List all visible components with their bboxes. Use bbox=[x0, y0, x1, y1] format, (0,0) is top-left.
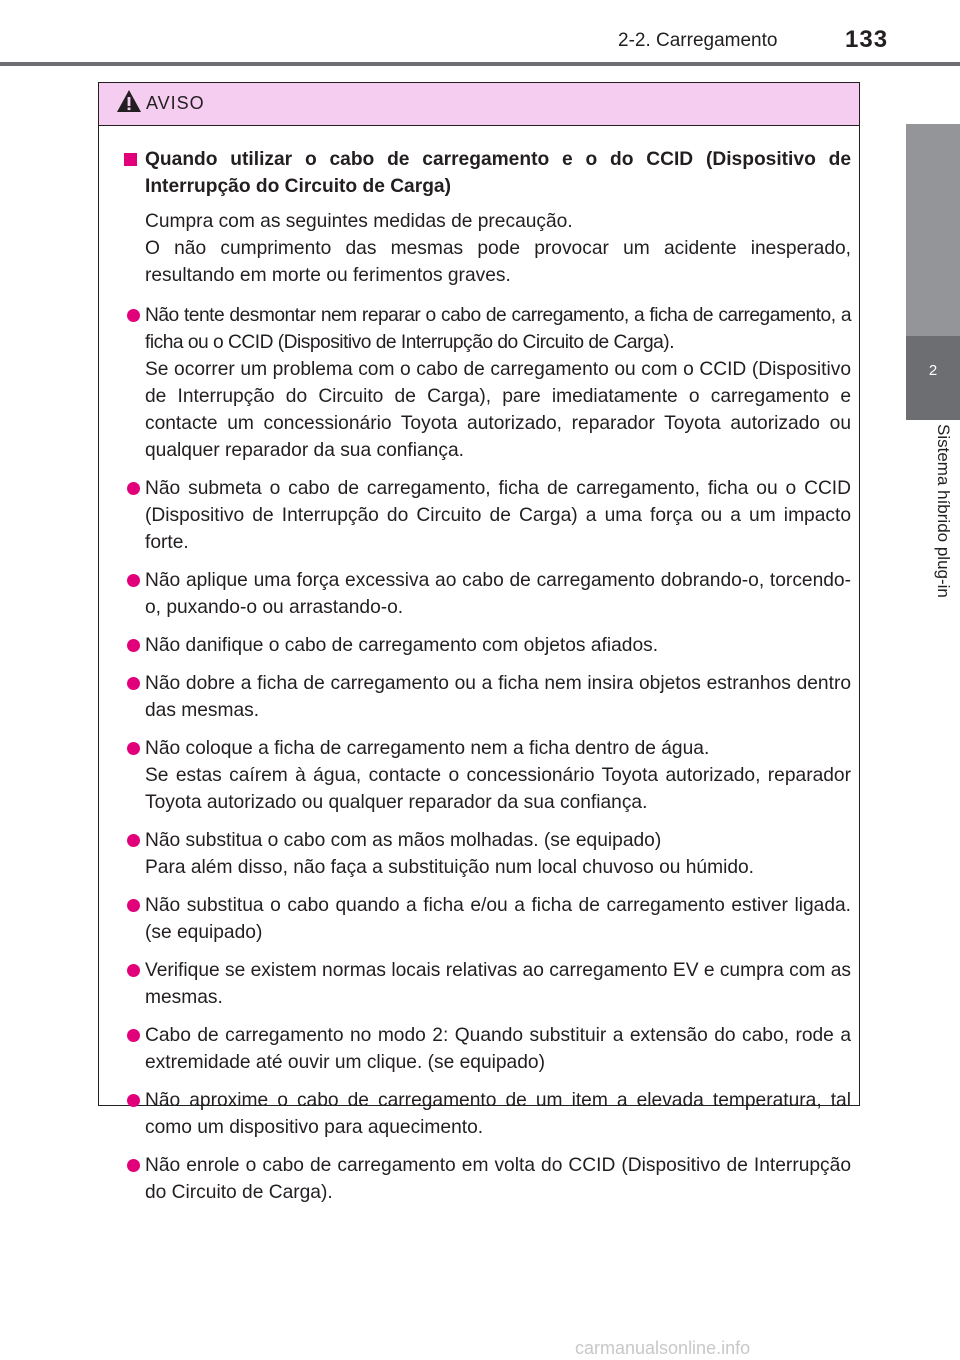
list-item-text: Não enrole o cabo de carregamento em volta do CCID (Dispositivo de Interrupção do Circuito de Carga). bbox=[145, 1155, 851, 1203]
list-item bbox=[124, 957, 851, 1011]
list-item-text: Para além disso, não faça a substituição num local chuvoso ou húmido. bbox=[145, 857, 755, 878]
list-item bbox=[124, 567, 851, 621]
list-item bbox=[124, 892, 851, 946]
warning-intro bbox=[124, 208, 851, 289]
side-tab-bar bbox=[906, 124, 960, 336]
list-item-text: Se estas caírem à água, contacte o concessionário Toyota autorizado, reparador Toyota autorizado ou qualquer reparador da sua confiança. bbox=[145, 765, 851, 813]
list-item bbox=[124, 475, 851, 556]
intro-line: Cumpra com as seguintes medidas de precaução. bbox=[145, 211, 573, 232]
page-number: 133 bbox=[845, 26, 889, 53]
round-bullet-icon bbox=[127, 574, 140, 587]
warning-heading bbox=[124, 146, 851, 200]
warning-triangle-icon bbox=[116, 89, 142, 113]
section-title: 2-2. Carregamento bbox=[618, 30, 778, 51]
list-item-text: Não substitua o cabo com as mãos molhadas. (se equipado) bbox=[145, 830, 662, 851]
round-bullet-icon bbox=[127, 1094, 140, 1107]
round-bullet-icon bbox=[127, 964, 140, 977]
warning-title: AVISO bbox=[146, 93, 205, 113]
list-item-text: Não aplique uma força excessiva ao cabo de carregamento dobrando-o, torcendo-o, puxando-o ou arrastando-o. bbox=[145, 570, 851, 618]
round-bullet-icon bbox=[127, 1029, 140, 1042]
chapter-number: 2 bbox=[928, 362, 938, 379]
list-item-text: Não submeta o cabo de carregamento, ficha de carregamento, ficha ou o CCID (Dispositivo de Interrupção do Circuito de Carga) a uma força ou a um impacto forte. bbox=[145, 478, 851, 553]
list-item bbox=[124, 1152, 851, 1206]
warning-heading-text: Quando utilizar o cabo de carregamento e o do CCID (Dispositivo de Interrupção do Circuito de Carga) bbox=[145, 149, 851, 197]
list-item-text: Não aproxime o cabo de carregamento de um item a elevada temperatura, tal como um dispositivo para aquecimento. bbox=[145, 1090, 851, 1138]
list-item-text: Cabo de carregamento no modo 2: Quando substituir a extensão do cabo, rode a extremidade até ouvir um clique. (se equipado) bbox=[145, 1025, 851, 1073]
list-item-text: Não dobre a ficha de carregamento ou a ficha nem insira objetos estranhos dentro das mesmas. bbox=[145, 673, 851, 721]
list-item bbox=[124, 1087, 851, 1141]
round-bullet-icon bbox=[127, 677, 140, 690]
round-bullet-icon bbox=[127, 899, 140, 912]
list-item bbox=[124, 632, 851, 659]
list-item-text: Se ocorrer um problema com o cabo de carregamento ou com o CCID (Dispositivo de Interrupção do Circuito de Carga), pare imediatamente o carregamento e contacte um concessionário Toyota autorizado, reparador Toyota autorizado ou qualquer reparador da sua confiança. bbox=[145, 359, 851, 461]
round-bullet-icon bbox=[127, 482, 140, 495]
warning-header bbox=[99, 83, 859, 126]
round-bullet-icon bbox=[127, 1159, 140, 1172]
round-bullet-icon bbox=[127, 639, 140, 652]
list-item-text: Verifique se existem normas locais relativas ao carregamento EV e cumpra com as mesmas. bbox=[145, 960, 851, 1008]
list-item-text: Não tente desmontar nem reparar o cabo de carregamento, a ficha de carregamento, a ficha ou o CCID (Dispositivo de Interrupção do Circuito de Carga). bbox=[145, 305, 851, 353]
round-bullet-icon bbox=[127, 742, 140, 755]
list-item bbox=[124, 735, 851, 816]
list-item-text: Não substitua o cabo quando a ficha e/ou a ficha de carregamento estiver ligada. (se equipado) bbox=[145, 895, 851, 943]
watermark: carmanualsonline.info bbox=[575, 1338, 751, 1358]
list-item bbox=[124, 1022, 851, 1076]
header-rule bbox=[0, 62, 960, 66]
intro-line: O não cumprimento das mesmas pode provocar um acidente inesperado, resultando em morte ou ferimentos graves. bbox=[145, 238, 851, 286]
warning-body bbox=[99, 126, 859, 1206]
square-bullet-icon bbox=[124, 153, 137, 166]
list-item bbox=[124, 827, 851, 881]
list-item-text: Não danifique o cabo de carregamento com objetos afiados. bbox=[145, 635, 659, 656]
list-item-text: Não coloque a ficha de carregamento nem a ficha dentro de água. bbox=[145, 738, 710, 759]
round-bullet-icon bbox=[127, 834, 140, 847]
chapter-title: Sistema híbrido plug-in bbox=[934, 424, 953, 598]
round-bullet-icon bbox=[127, 309, 140, 322]
list-item bbox=[124, 670, 851, 724]
warning-box bbox=[98, 82, 860, 1203]
list-item bbox=[124, 302, 851, 464]
